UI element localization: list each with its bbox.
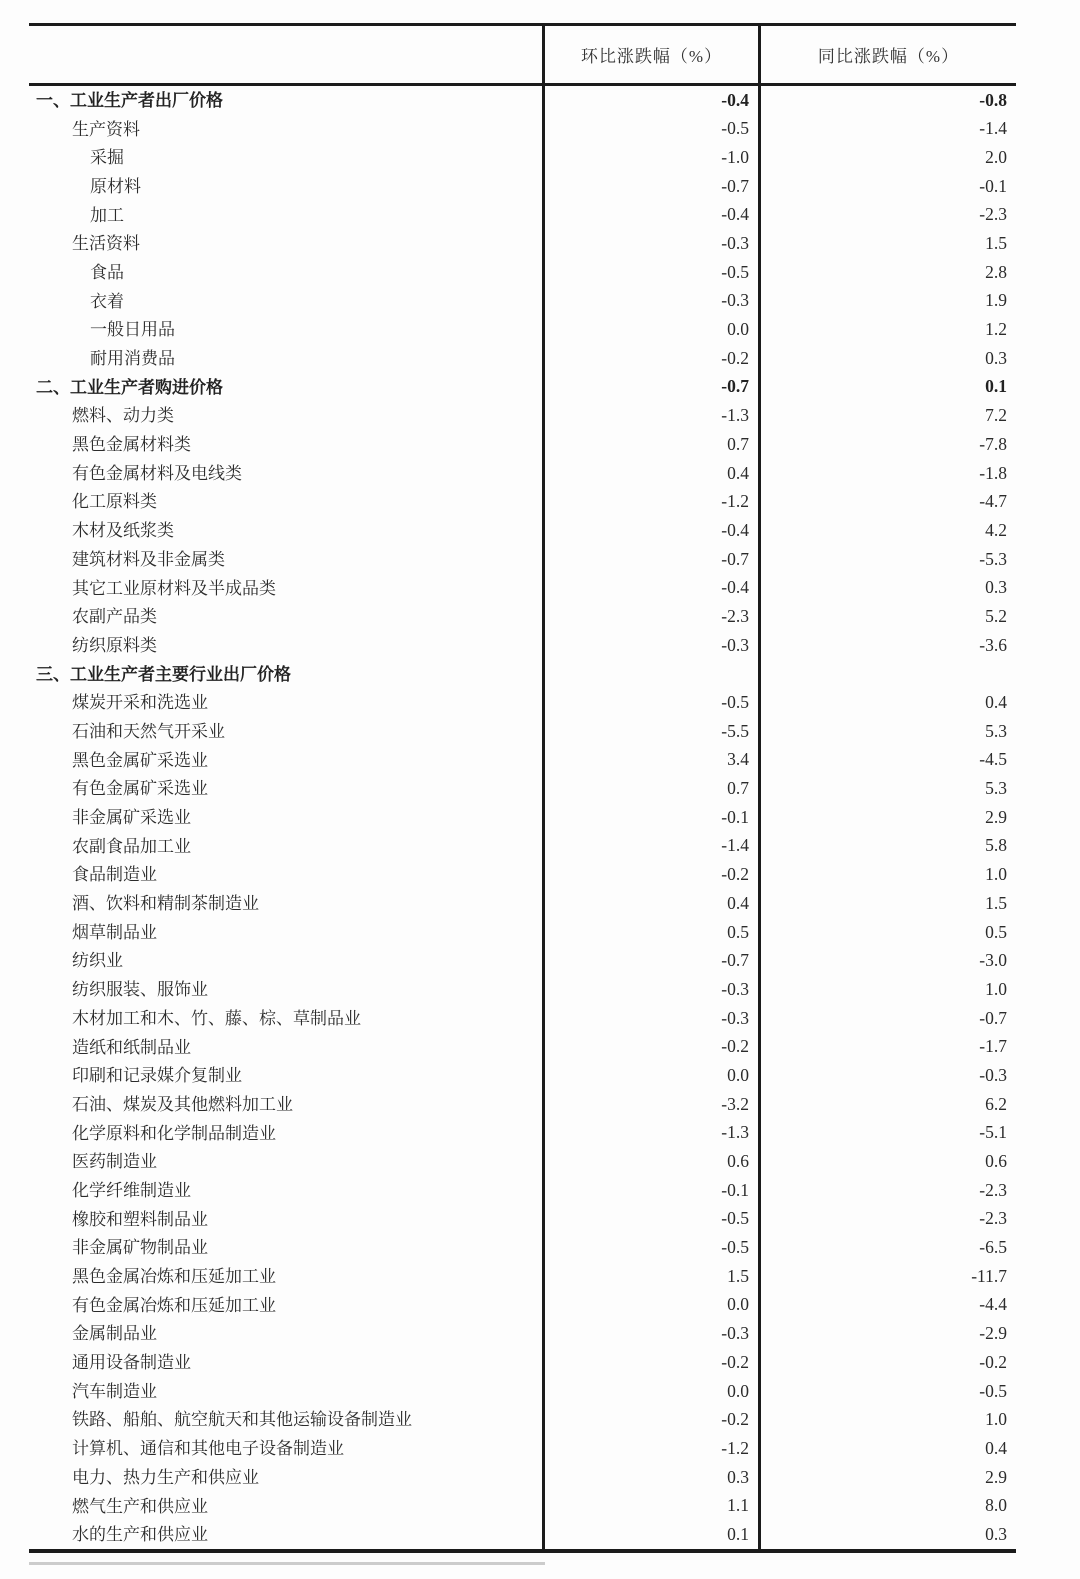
row-label: 煤炭开采和洗选业	[72, 693, 208, 713]
yoy-value: 5.8	[758, 832, 1016, 861]
yoy-value: 0.3	[758, 1520, 1016, 1549]
yoy-value: -5.3	[758, 545, 1016, 574]
table-row	[29, 516, 1016, 545]
mom-value: 3.4	[542, 746, 758, 775]
mom-value: -0.3	[542, 631, 758, 660]
row-label: 黑色金属材料类	[72, 435, 191, 455]
table-row	[29, 316, 1016, 345]
row-label: 一般日用品	[90, 320, 175, 340]
table-row	[29, 660, 1016, 689]
row-label: 原材料	[90, 176, 141, 196]
row-label: 耐用消费品	[90, 349, 175, 369]
mom-value: 0.1	[542, 1520, 758, 1549]
table-header-row	[29, 26, 1016, 86]
yoy-value: -2.3	[758, 1176, 1016, 1205]
yoy-value: -0.1	[758, 172, 1016, 201]
row-label: 橡胶和塑料制品业	[72, 1209, 208, 1229]
yoy-value: -1.4	[758, 115, 1016, 144]
row-label: 生产资料	[72, 119, 140, 139]
mom-value: -0.2	[542, 1033, 758, 1062]
mom-value: -0.3	[542, 975, 758, 1004]
row-label: 纺织原料类	[72, 635, 157, 655]
yoy-value: 0.3	[758, 574, 1016, 603]
mom-value: -5.5	[542, 717, 758, 746]
table-body	[29, 86, 1016, 1549]
row-label: 二、工业生产者购进价格	[36, 377, 223, 397]
row-label: 燃气生产和供应业	[72, 1496, 208, 1516]
yoy-value	[758, 660, 1016, 689]
mom-value: -0.1	[542, 1176, 758, 1205]
yoy-value: -0.7	[758, 1004, 1016, 1033]
table-row	[29, 430, 1016, 459]
yoy-value: 1.5	[758, 229, 1016, 258]
row-label: 通用设备制造业	[72, 1353, 191, 1373]
table-row	[29, 803, 1016, 832]
yoy-value: 1.0	[758, 975, 1016, 1004]
yoy-value: -5.1	[758, 1119, 1016, 1148]
table-row	[29, 832, 1016, 861]
row-label: 铁路、船舶、航空航天和其他运输设备制造业	[72, 1410, 412, 1430]
bottom-artifact-line	[29, 1562, 545, 1565]
table-row	[29, 1119, 1016, 1148]
table-row	[29, 1176, 1016, 1205]
row-label: 化工原料类	[72, 492, 157, 512]
yoy-value: 0.3	[758, 344, 1016, 373]
row-label: 纺织服装、服饰业	[72, 980, 208, 1000]
yoy-value: -3.0	[758, 947, 1016, 976]
mom-value: -0.7	[542, 545, 758, 574]
row-label: 水的生产和供应业	[72, 1525, 208, 1545]
mom-value: -1.3	[542, 1119, 758, 1148]
yoy-value: 1.0	[758, 861, 1016, 890]
row-label: 石油、煤炭及其他燃料加工业	[72, 1094, 293, 1114]
row-label: 一、工业生产者出厂价格	[36, 90, 223, 110]
yoy-value: 2.9	[758, 803, 1016, 832]
yoy-value: 8.0	[758, 1492, 1016, 1521]
row-label: 医药制造业	[72, 1152, 157, 1172]
yoy-value: 0.1	[758, 373, 1016, 402]
mom-value: 0.4	[542, 889, 758, 918]
mom-value: 1.5	[542, 1262, 758, 1291]
table-row	[29, 402, 1016, 431]
row-label: 黑色金属冶炼和压延加工业	[72, 1267, 276, 1287]
row-label: 非金属矿采选业	[72, 808, 191, 828]
mom-value: -0.1	[542, 803, 758, 832]
table-row	[29, 975, 1016, 1004]
row-label: 酒、饮料和精制茶制造业	[72, 894, 259, 914]
mom-value: -0.5	[542, 688, 758, 717]
mom-value: -0.4	[542, 574, 758, 603]
table-row	[29, 488, 1016, 517]
table-row	[29, 947, 1016, 976]
table-row	[29, 1520, 1016, 1549]
row-label: 化学原料和化学制品制造业	[72, 1123, 276, 1143]
yoy-value: 1.9	[758, 287, 1016, 316]
yoy-value: 1.2	[758, 316, 1016, 345]
mom-value: -3.2	[542, 1090, 758, 1119]
mom-value: -0.5	[542, 1205, 758, 1234]
table-row	[29, 631, 1016, 660]
table-row	[29, 143, 1016, 172]
mom-value: -1.3	[542, 402, 758, 431]
table-row	[29, 602, 1016, 631]
yoy-value: -6.5	[758, 1234, 1016, 1263]
mom-value: -0.2	[542, 1406, 758, 1435]
table-row	[29, 1033, 1016, 1062]
table-row	[29, 201, 1016, 230]
yoy-value: -0.2	[758, 1348, 1016, 1377]
yoy-value: 4.2	[758, 516, 1016, 545]
table-row	[29, 1291, 1016, 1320]
mom-value: -0.7	[542, 373, 758, 402]
row-label: 烟草制品业	[72, 922, 157, 942]
yoy-value: 0.4	[758, 1434, 1016, 1463]
row-label: 农副食品加工业	[72, 836, 191, 856]
yoy-value: -4.5	[758, 746, 1016, 775]
mom-value	[542, 660, 758, 689]
mom-value: 0.0	[542, 1291, 758, 1320]
row-label: 食品制造业	[72, 865, 157, 885]
row-label: 金属制品业	[72, 1324, 157, 1344]
yoy-value: -7.8	[758, 430, 1016, 459]
mom-value: -0.7	[542, 947, 758, 976]
table-row	[29, 287, 1016, 316]
price-index-table	[29, 23, 1016, 1553]
table-row	[29, 1090, 1016, 1119]
row-label: 化学纤维制造业	[72, 1180, 191, 1200]
yoy-value: -2.9	[758, 1320, 1016, 1349]
row-label: 汽车制造业	[72, 1381, 157, 1401]
table-row	[29, 229, 1016, 258]
header-mom-change: 环比涨跌幅（%）	[542, 26, 758, 83]
mom-value: -0.4	[542, 516, 758, 545]
table-row	[29, 1492, 1016, 1521]
table-row	[29, 459, 1016, 488]
mom-value: -1.0	[542, 143, 758, 172]
yoy-value: 0.6	[758, 1147, 1016, 1176]
row-label: 有色金属冶炼和压延加工业	[72, 1295, 276, 1315]
row-label: 黑色金属矿采选业	[72, 750, 208, 770]
yoy-value: -1.8	[758, 459, 1016, 488]
table-row	[29, 172, 1016, 201]
mom-value: -0.2	[542, 344, 758, 373]
mom-value: -0.5	[542, 1234, 758, 1263]
table-row	[29, 574, 1016, 603]
yoy-value: -0.3	[758, 1061, 1016, 1090]
yoy-value: -2.3	[758, 1205, 1016, 1234]
row-label: 石油和天然气开采业	[72, 721, 225, 741]
row-label: 纺织业	[72, 951, 123, 971]
table-row	[29, 1262, 1016, 1291]
mom-value: -0.3	[542, 1320, 758, 1349]
mom-value: -0.2	[542, 1348, 758, 1377]
mom-value: -1.2	[542, 1434, 758, 1463]
yoy-value: 2.0	[758, 143, 1016, 172]
yoy-value: -0.5	[758, 1377, 1016, 1406]
row-label: 电力、热力生产和供应业	[72, 1467, 259, 1487]
table-row	[29, 746, 1016, 775]
table-row	[29, 717, 1016, 746]
mom-value: -1.2	[542, 488, 758, 517]
row-label: 木材及纸浆类	[72, 521, 174, 541]
yoy-value: -0.8	[758, 86, 1016, 115]
row-label: 有色金属矿采选业	[72, 779, 208, 799]
table-row	[29, 545, 1016, 574]
row-label: 造纸和纸制品业	[72, 1037, 191, 1057]
table-row	[29, 1320, 1016, 1349]
yoy-value: 0.5	[758, 918, 1016, 947]
row-label: 生活资料	[72, 234, 140, 254]
table-row	[29, 1205, 1016, 1234]
mom-value: 0.3	[542, 1463, 758, 1492]
yoy-value: 5.3	[758, 717, 1016, 746]
yoy-value: -11.7	[758, 1262, 1016, 1291]
mom-value: -0.5	[542, 258, 758, 287]
yoy-value: -2.3	[758, 201, 1016, 230]
yoy-value: -1.7	[758, 1033, 1016, 1062]
row-label: 衣着	[90, 291, 124, 311]
yoy-value: 2.9	[758, 1463, 1016, 1492]
table-row	[29, 1406, 1016, 1435]
mom-value: -0.5	[542, 115, 758, 144]
table-row	[29, 373, 1016, 402]
mom-value: -0.4	[542, 86, 758, 115]
mom-value: -0.7	[542, 172, 758, 201]
yoy-value: 1.0	[758, 1406, 1016, 1435]
yoy-value: -4.4	[758, 1291, 1016, 1320]
mom-value: -0.3	[542, 229, 758, 258]
table-row	[29, 918, 1016, 947]
yoy-value: 6.2	[758, 1090, 1016, 1119]
table-row	[29, 1377, 1016, 1406]
mom-value: 0.0	[542, 316, 758, 345]
table-row	[29, 889, 1016, 918]
yoy-value: 5.3	[758, 775, 1016, 804]
row-label: 食品	[90, 262, 124, 282]
row-label: 其它工业原材料及半成品类	[72, 578, 276, 598]
row-label: 非金属矿物制品业	[72, 1238, 208, 1258]
yoy-value: 0.4	[758, 688, 1016, 717]
table-row	[29, 688, 1016, 717]
header-empty-cell	[29, 26, 542, 83]
row-label: 木材加工和木、竹、藤、棕、草制品业	[72, 1008, 361, 1028]
table-row	[29, 1004, 1016, 1033]
row-label: 印刷和记录媒介复制业	[72, 1066, 242, 1086]
row-label: 三、工业生产者主要行业出厂价格	[36, 664, 291, 684]
row-label: 加工	[90, 205, 124, 225]
mom-value: 0.0	[542, 1377, 758, 1406]
table-row	[29, 1434, 1016, 1463]
table-row	[29, 258, 1016, 287]
row-label: 计算机、通信和其他电子设备制造业	[72, 1439, 344, 1459]
table-row	[29, 1147, 1016, 1176]
table-row	[29, 1061, 1016, 1090]
row-label: 采掘	[90, 148, 124, 168]
mom-value: -0.4	[542, 201, 758, 230]
table-row	[29, 1463, 1016, 1492]
table-row	[29, 86, 1016, 115]
mom-value: 0.5	[542, 918, 758, 947]
yoy-value: -4.7	[758, 488, 1016, 517]
mom-value: 0.7	[542, 430, 758, 459]
table-row	[29, 115, 1016, 144]
table-row	[29, 344, 1016, 373]
header-yoy-change: 同比涨跌幅（%）	[758, 26, 1016, 83]
yoy-value: 1.5	[758, 889, 1016, 918]
table-row	[29, 775, 1016, 804]
mom-value: -1.4	[542, 832, 758, 861]
mom-value: -2.3	[542, 602, 758, 631]
row-label: 建筑材料及非金属类	[72, 549, 225, 569]
table-row	[29, 1234, 1016, 1263]
row-label: 有色金属材料及电线类	[72, 463, 242, 483]
mom-value: 0.4	[542, 459, 758, 488]
row-label: 农副产品类	[72, 607, 157, 627]
mom-value: -0.3	[542, 287, 758, 316]
mom-value: -0.3	[542, 1004, 758, 1033]
mom-value: 0.7	[542, 775, 758, 804]
row-label: 燃料、动力类	[72, 406, 174, 426]
yoy-value: -3.6	[758, 631, 1016, 660]
table-row	[29, 861, 1016, 890]
yoy-value: 5.2	[758, 602, 1016, 631]
mom-value: 1.1	[542, 1492, 758, 1521]
table-row	[29, 1348, 1016, 1377]
mom-value: 0.6	[542, 1147, 758, 1176]
yoy-value: 2.8	[758, 258, 1016, 287]
mom-value: 0.0	[542, 1061, 758, 1090]
yoy-value: 7.2	[758, 402, 1016, 431]
mom-value: -0.2	[542, 861, 758, 890]
